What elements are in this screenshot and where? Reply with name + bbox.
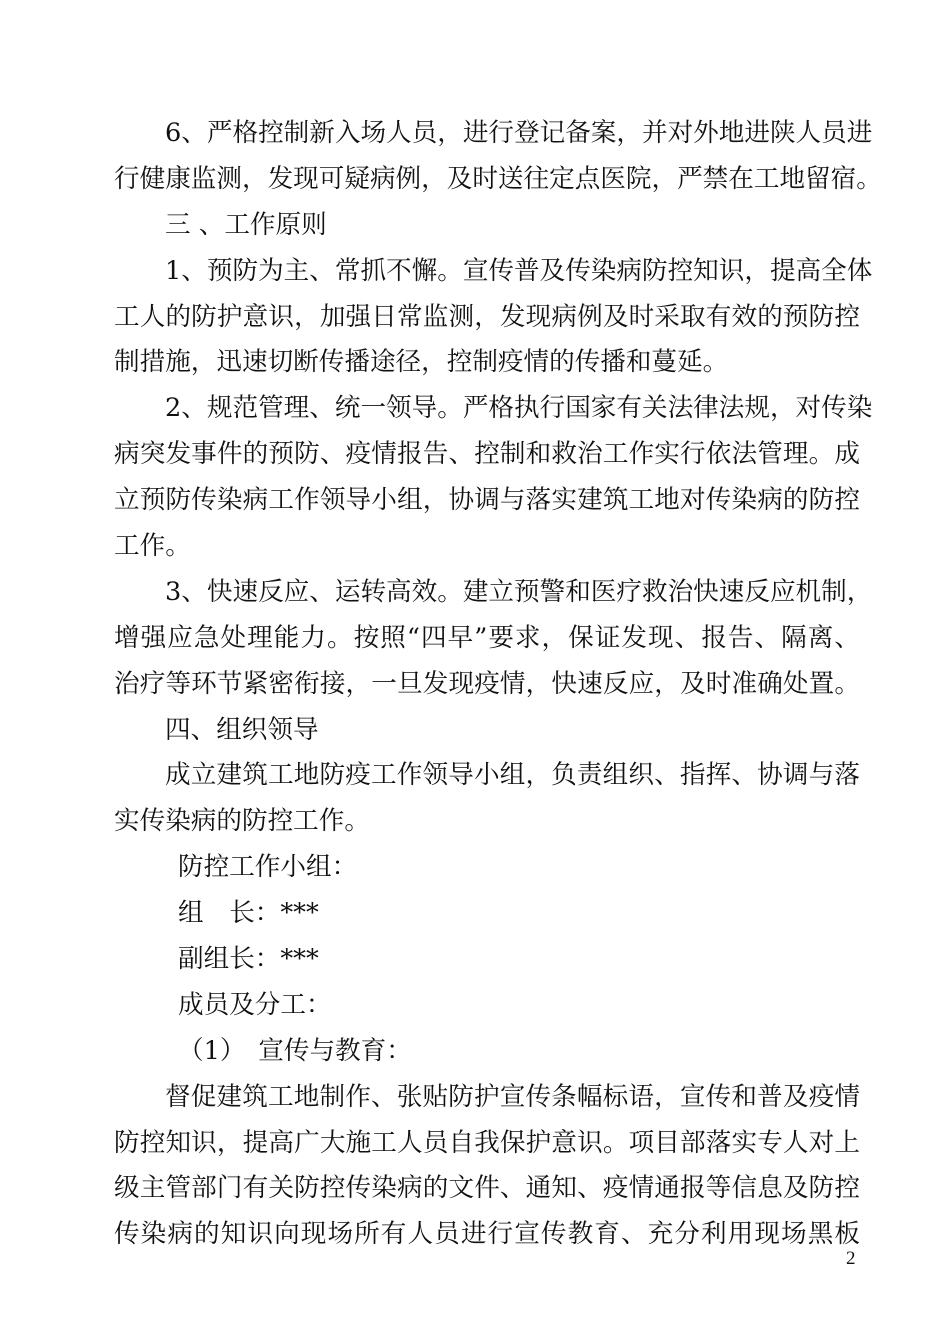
paragraph-line: 行健康监测，发现可疑病例，及时送往定点医院，严禁在工地留宿。 bbox=[114, 163, 882, 194]
paragraph-line: 增强应急处理能力。按照“四早”要求，保证发现、报告、隔离、 bbox=[114, 622, 860, 653]
paragraph-line: 制措施，迅速切断传播途径，控制疫情的传播和蔓延。 bbox=[114, 347, 729, 378]
group-deputy-leader: 副组长：*** bbox=[178, 944, 319, 975]
document-body bbox=[114, 111, 882, 1258]
paragraph-line: 工作。 bbox=[114, 531, 191, 562]
group-leader: 组 长：*** bbox=[178, 898, 319, 929]
group-members-label: 成员及分工： bbox=[178, 989, 332, 1020]
paragraph-line: 防控知识，提高广大施工人员自我保护意识。项目部落实专人对上 bbox=[114, 1127, 860, 1158]
page-number: 2 bbox=[846, 1248, 856, 1269]
group-label: 防控工作小组： bbox=[178, 852, 358, 883]
paragraph-line: 级主管部门有关防控传染病的文件、通知、疫情通报等信息及防控 bbox=[114, 1173, 860, 1204]
paragraph-line: 1、预防为主、常抓不懈。宣传普及传染病防控知识，提高全体 bbox=[165, 255, 873, 286]
paragraph-line: 实传染病的防控工作。 bbox=[114, 806, 370, 837]
paragraph-line: 2、规范管理、统一领导。严格执行国家有关法律法规，对传染 bbox=[165, 393, 873, 424]
paragraph-line: 成立建筑工地防疫工作领导小组，负责组织、指挥、协调与落 bbox=[165, 760, 860, 791]
subsection-heading: （1） 宣传与教育： bbox=[178, 1035, 412, 1066]
paragraph-line: 6、严格控制新入场人员，进行登记备案，并对外地进陕人员进 bbox=[165, 118, 873, 148]
paragraph-line: 传染病的知识向现场所有人员进行宣传教育、充分利用现场黑板 bbox=[114, 1219, 860, 1250]
paragraph-line: 治疗等环节紧密衔接，一旦发现疫情，快速反应，及时准确处置。 bbox=[114, 668, 860, 699]
paragraph-line: 病突发事件的预防、疫情报告、控制和救治工作实行依法管理。成 bbox=[114, 439, 860, 470]
paragraph-line: 立预防传染病工作领导小组，协调与落实建筑工地对传染病的防控 bbox=[114, 485, 860, 516]
paragraph-line: 3、快速反应、运转高效。建立预警和医疗救治快速反应机制， bbox=[165, 576, 873, 607]
paragraph-line: 督促建筑工地制作、张贴防护宣传条幅标语，宣传和普及疫情 bbox=[165, 1081, 860, 1112]
paragraph-line: 工人的防护意识，加强日常监测，发现病例及时采取有效的预防控 bbox=[114, 301, 860, 332]
section-heading: 三 、工作原则 bbox=[165, 209, 327, 240]
section-heading: 四、组织领导 bbox=[165, 714, 319, 745]
